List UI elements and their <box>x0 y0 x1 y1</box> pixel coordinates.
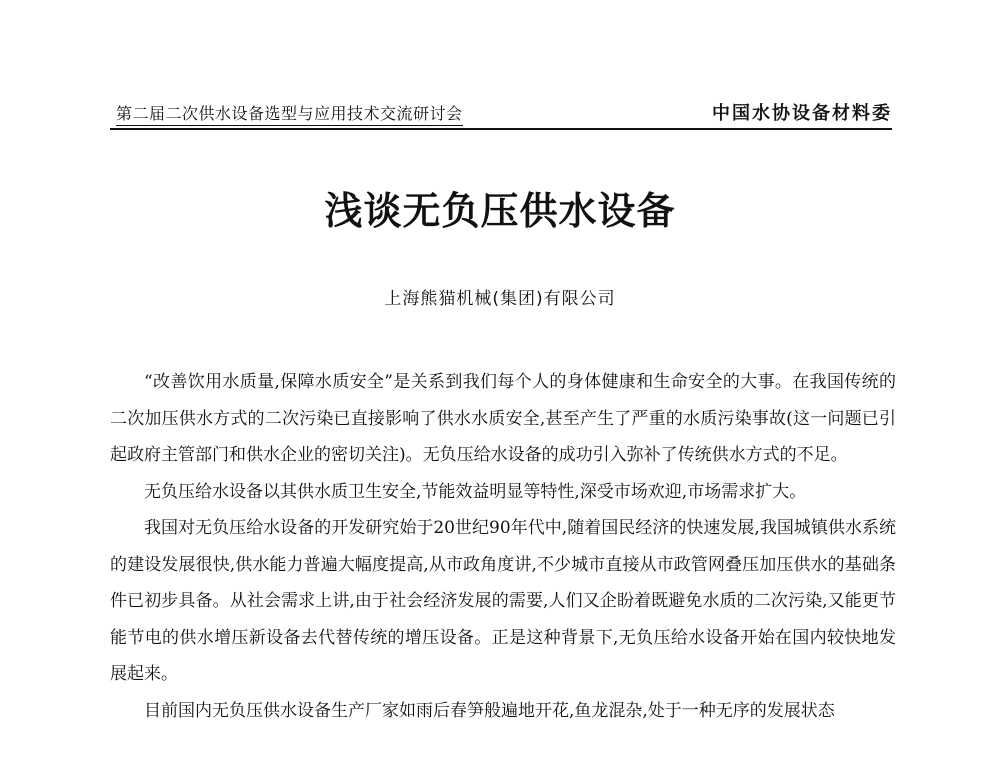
paragraph: 我国对无负压给水设备的开发研究始于20世纪90年代中,随着国民经济的快速发展,我国城镇供水系统的建设发展很快,供水能力普遍大幅度提高,从市政角度讲,不少城市直接从市政管网叠压加压供水的基础条件已初步具备。从社会需求上讲,由于社会经济发展的需要,人们又企盼着既避免水质的二次污染,又能更节能节电的供水增压新设备去代替传统的增压设备。正是这种背景下,无负压给水设备开始在国内较快地发展起来。 <box>110 518 896 684</box>
paragraph: 目前国内无负压供水设备生产厂家如雨后春笋般遍地开花,鱼龙混杂,处于一种无序的发展状态 <box>144 700 835 721</box>
body-text <box>110 364 896 729</box>
conference-title: 第二届二次供水设备选型与应用技术交流研讨会 <box>116 101 463 126</box>
article-title: 浅谈无负压供水设备 <box>324 188 676 233</box>
paragraph: 无负压给水设备以其供水质卫生安全,节能效益明显等特性,深受市场欢迎,市场需求扩大。 <box>144 481 807 502</box>
running-header <box>110 100 892 130</box>
paragraph: “改善饮用水质量,保障水质安全”是关系到我们每个人的身体健康和生命安全的大事。在我国传统的二次加压供水方式的二次污染已直接影响了供水水质安全,甚至产生了严重的水质污染事故(这一问题已引起政府主管部门和供水企业的密切关注)。无负压给水设备的成功引入弥补了传统供水方式的不足。 <box>110 372 896 465</box>
organization-name: 中国水协设备材料委 <box>712 103 892 124</box>
author-affiliation: 上海熊猫机械(集团)有限公司 <box>384 289 616 309</box>
